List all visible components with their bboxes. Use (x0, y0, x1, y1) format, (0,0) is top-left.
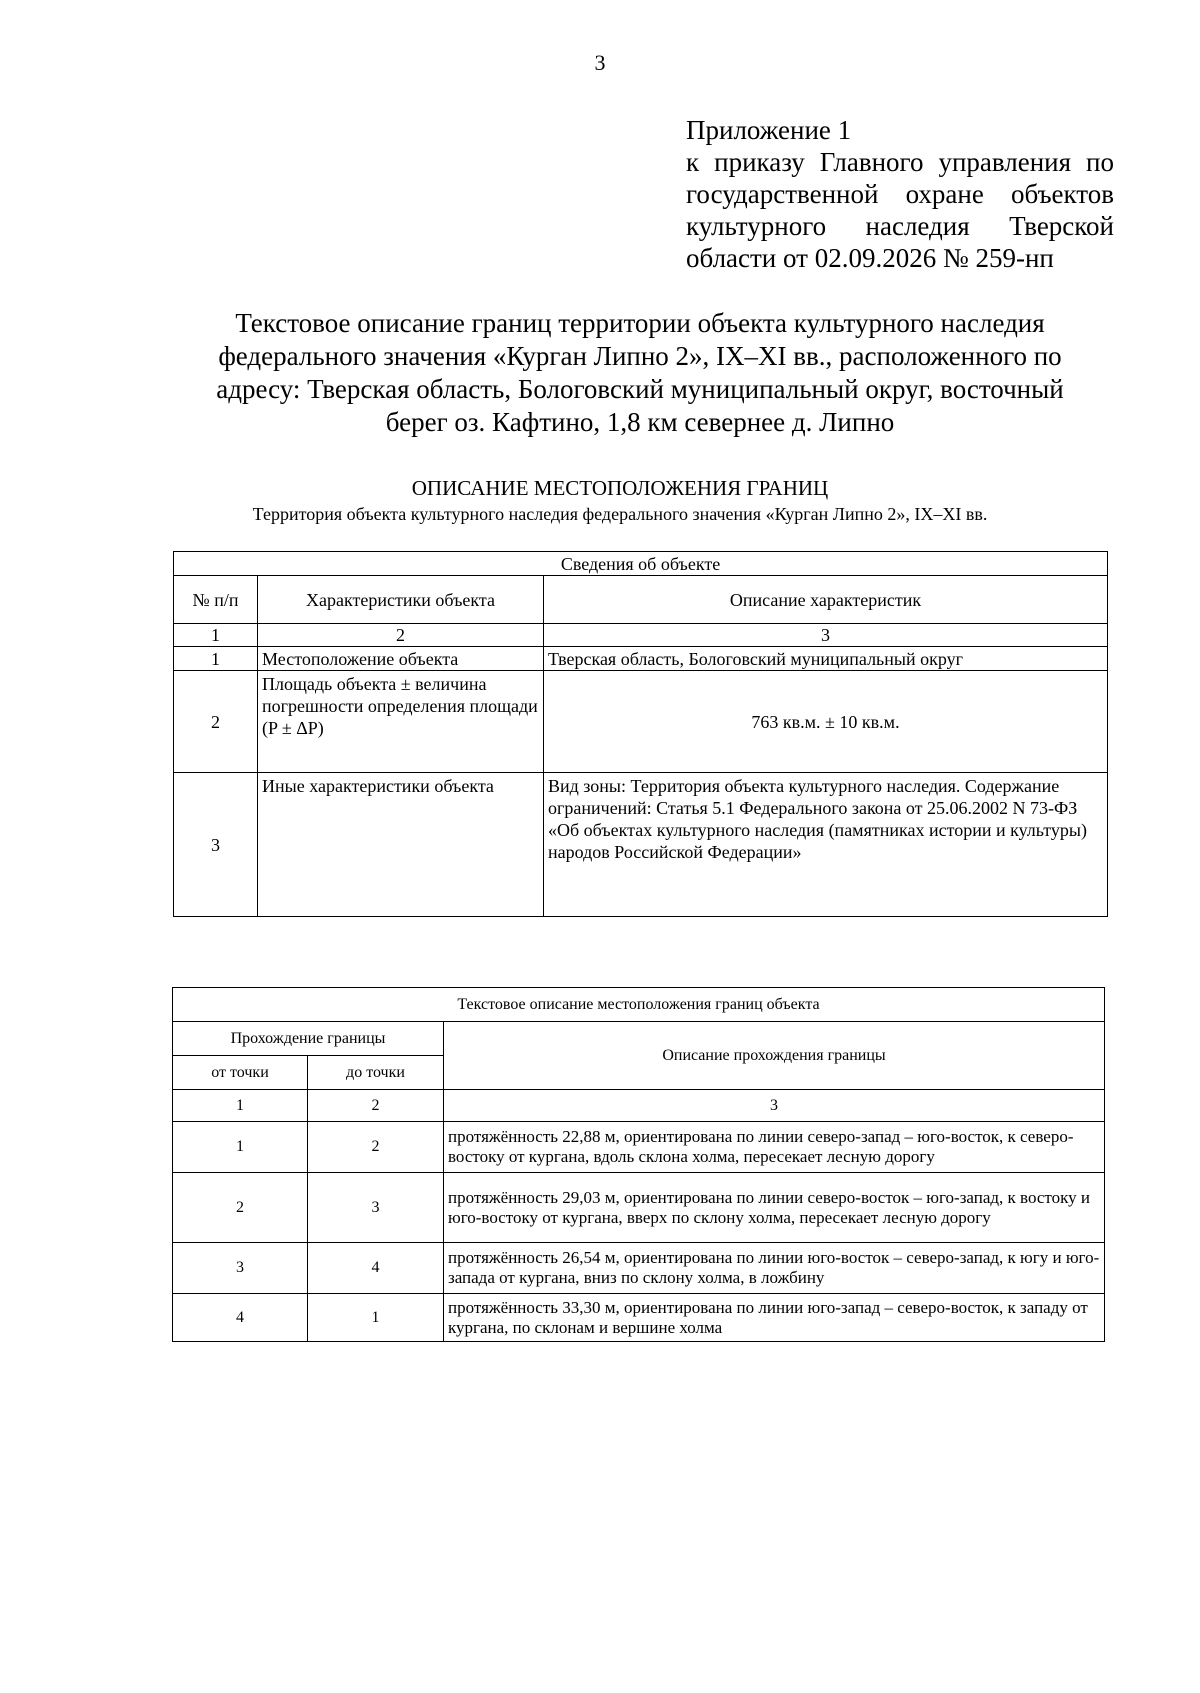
characteristic-name: Местоположение объекта (258, 647, 544, 671)
row-number: 1 (174, 647, 258, 671)
column-header: до точки (308, 1056, 444, 1090)
to-point: 3 (308, 1173, 444, 1243)
column-number: 3 (444, 1090, 1105, 1122)
column-header: № п/п (174, 576, 258, 624)
characteristic-description: Тверская область, Бологовский муниципальный округ (544, 647, 1108, 671)
appendix-line: Приложение 1 (686, 115, 852, 145)
boundary-description: протяжённость 22,88 м, ориентирована по линии северо-запад – юго-восток, к северо-востоку от кургана, вдоль склона холма, пересекает лесную дорогу (444, 1122, 1105, 1173)
column-number: 3 (544, 624, 1108, 647)
appendix-line: государственной охране объектов (686, 179, 1114, 209)
characteristic-name: Иные характеристики объекта (258, 773, 544, 917)
row-number: 2 (174, 671, 258, 773)
column-header: от точки (173, 1056, 308, 1090)
table-row (174, 671, 1108, 773)
appendix-line: области от 02.09.2026 № 259-нп (686, 243, 1054, 273)
table-caption: Текстовое описание местоположения границ объекта (173, 988, 1105, 1022)
row-number: 3 (174, 773, 258, 917)
column-number: 2 (308, 1090, 444, 1122)
boundary-description-table (172, 987, 1105, 1342)
from-point: 4 (173, 1294, 308, 1342)
object-info-table (173, 551, 1108, 917)
table-row (174, 773, 1108, 917)
column-number: 2 (258, 624, 544, 647)
boundary-description: протяжённость 29,03 м, ориентирована по линии северо-восток – юго-запад, к востоку и юго-востоку от кургана, вверх по склону холма, пересекает лесную дорогу (444, 1173, 1105, 1243)
table-row (173, 1294, 1105, 1342)
to-point: 4 (308, 1243, 444, 1294)
characteristic-description: 763 кв.м. ± 10 кв.м. (544, 671, 1108, 773)
page-number: 3 (594, 50, 606, 75)
table-row (173, 1122, 1105, 1173)
boundary-description: протяжённость 26,54 м, ориентирована по линии юго-восток – северо-запад, к югу и юго-запада от кургана, вниз по склону холма, в ложбину (444, 1243, 1105, 1294)
table-caption: Сведения об объекте (174, 552, 1108, 576)
section-subtitle: Территория объекта культурного наследия федерального значения «Курган Липно 2», IX–XI вв. (252, 504, 988, 524)
appendix-line: к приказу Главного управления по (686, 147, 1114, 177)
from-point: 2 (173, 1173, 308, 1243)
column-group-header: Прохождение границы (173, 1022, 444, 1056)
title-line: Текстовое описание границ территории объекта культурного наследия (235, 308, 1045, 338)
column-header: Описание прохождения границы (444, 1022, 1105, 1090)
to-point: 2 (308, 1122, 444, 1173)
column-number: 1 (174, 624, 258, 647)
section-title: ОПИСАНИЕ МЕСТОПОЛОЖЕНИЯ ГРАНИЦ (411, 476, 829, 500)
column-header: Описание характеристик (544, 576, 1108, 624)
appendix-block (686, 114, 1114, 274)
characteristic-description: Вид зоны: Территория объекта культурного наследия. Содержание ограничений: Статья 5.1 Федерального закона от 25.06.2002 N 73-ФЗ «Об объектах культурного наследия (памятниках истории и культуры) народов Российской Федерации» (544, 773, 1108, 917)
title-line: адресу: Тверская область, Бологовский муниципальный округ, восточный (216, 374, 1064, 404)
document-title (180, 307, 1100, 439)
title-line: федерального значения «Курган Липно 2», IX–XI вв., расположенного по (218, 341, 1062, 371)
from-point: 1 (173, 1122, 308, 1173)
appendix-line: культурного наследия Тверской (686, 211, 1114, 241)
characteristic-name: Площадь объекта ± величина погрешности определения площади (P ± ΔP) (258, 671, 544, 773)
from-point: 3 (173, 1243, 308, 1294)
column-header: Характеристики объекта (258, 576, 544, 624)
table-row (174, 647, 1108, 671)
table-row (173, 1173, 1105, 1243)
table-row (173, 1243, 1105, 1294)
to-point: 1 (308, 1294, 444, 1342)
boundary-description: протяжённость 33,30 м, ориентирована по линии юго-запад – северо-восток, к западу от кургана, по склонам и вершине холма (444, 1294, 1105, 1342)
title-line: берег оз. Кафтино, 1,8 км севернее д. Липно (385, 407, 895, 437)
column-number: 1 (173, 1090, 308, 1122)
